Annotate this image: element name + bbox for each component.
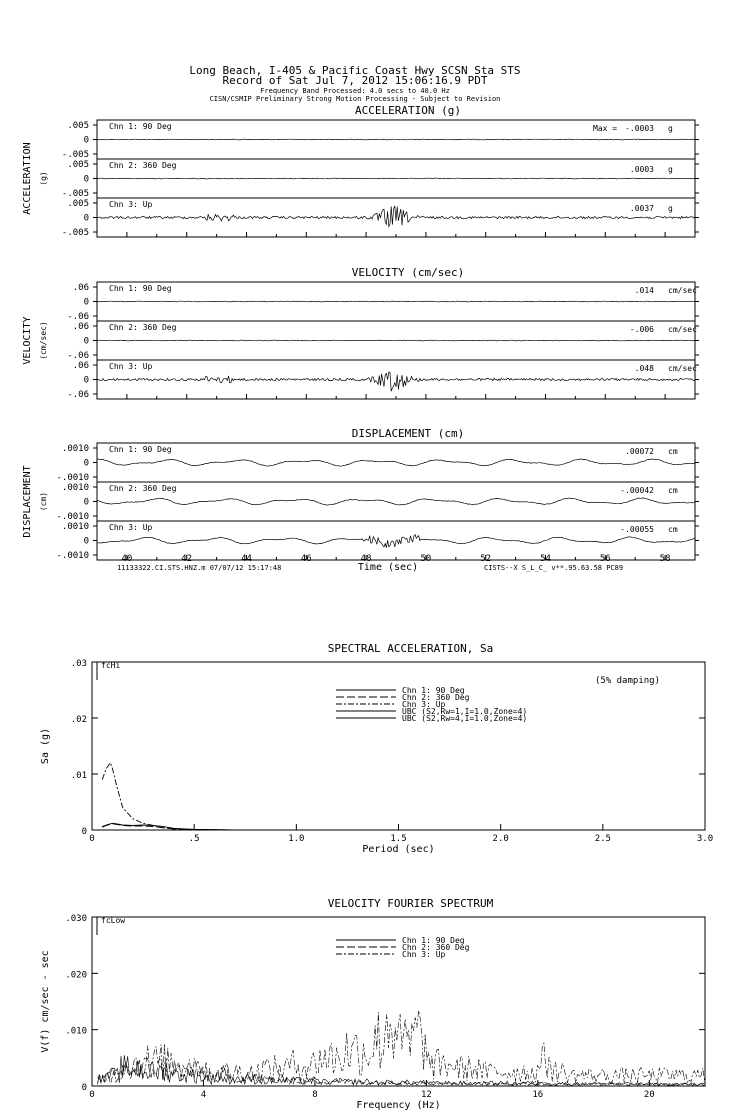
y-tick-label: .005	[67, 160, 89, 170]
time-tick-label: 46	[300, 554, 312, 564]
legend-entry: Chn 2: 360 Deg	[402, 693, 470, 702]
y-tick-label: .06	[72, 283, 89, 293]
time-tick-label: 48	[360, 554, 372, 564]
x-tick-label: 0	[89, 834, 95, 844]
y-tick-label: -.005	[61, 228, 89, 238]
legend-entry: Chn 3: Up	[402, 700, 446, 709]
panel-ylabel-unit: (cm)	[39, 491, 48, 512]
panel-title: ACCELERATION (g)	[355, 104, 461, 117]
time-tick-label: 42	[181, 554, 193, 564]
time-footer-right: CISTS--X S_L_C_ v**.95.63.58 PC89	[484, 564, 624, 572]
x-tick-label: 8	[312, 1090, 318, 1100]
damping-note: (5% damping)	[594, 676, 660, 686]
legend-entry: UBC (S2,Rw=1,I=1.0,Zone=4)	[402, 707, 528, 716]
y-tick-label: 0	[81, 1083, 87, 1093]
channel-unit: cm	[668, 447, 678, 456]
y-tick-label: .06	[72, 322, 89, 332]
channel-name: Chn 2: 360 Deg	[109, 484, 177, 493]
x-tick-label: 3.0	[696, 834, 714, 844]
channel-name: Chn 2: 360 Deg	[109, 161, 177, 170]
trace-3	[97, 372, 695, 391]
y-axis-label: Sa (g)	[40, 727, 51, 765]
panel-ylabel: VELOCITY	[22, 316, 33, 365]
y-tick-label: .030	[65, 914, 87, 924]
trace-1	[97, 459, 695, 466]
y-tick-label: 0	[83, 375, 89, 386]
spectrum-series-1	[98, 1055, 705, 1085]
x-tick-label: 0	[89, 1090, 95, 1100]
x-tick-label: 2.0	[492, 834, 509, 844]
trace-1	[97, 139, 695, 140]
x-tick-label: 2.5	[594, 834, 611, 844]
time-footer-left: 11133322.CI.STS.HNZ.m 07/07/12 15:17:48	[117, 564, 282, 572]
y-tick-label: -.0010	[56, 512, 89, 522]
channel-name: Chn 1: 90 Deg	[109, 284, 172, 293]
y-tick-label: -.005	[61, 189, 89, 199]
trace-1	[97, 301, 695, 302]
x-axis-label: Frequency (Hz)	[356, 1100, 441, 1111]
x-axis-label: Period (sec)	[362, 844, 435, 855]
y-tick-label: -.0010	[56, 473, 89, 483]
trace-3	[97, 535, 695, 548]
trace-2	[97, 498, 695, 505]
channel-max: .014	[634, 286, 654, 295]
y-tick-label: 0	[83, 497, 89, 508]
cutoff-marker-label: fcHi	[101, 661, 121, 670]
y-tick-label: -.06	[67, 351, 89, 361]
y-tick-label: .005	[67, 199, 89, 209]
y-tick-label: 0	[83, 336, 89, 347]
channel-unit: g	[668, 204, 673, 213]
trace-3	[97, 206, 695, 227]
y-tick-label: -.06	[67, 312, 89, 322]
channel-max: .0037	[629, 204, 654, 213]
panel-ylabel-unit: (cm/sec)	[39, 321, 48, 360]
x-tick-label: 1.5	[390, 834, 407, 844]
y-tick-label: .06	[72, 361, 89, 371]
series-line-3	[102, 763, 235, 830]
panel-2	[22, 427, 699, 561]
x-tick-label: 1.0	[288, 834, 305, 844]
time-tick-label: 44	[241, 554, 252, 564]
channel-name: Chn 2: 360 Deg	[109, 323, 177, 332]
x-tick-label: .5	[188, 834, 200, 844]
channel-max: .0003	[629, 165, 654, 174]
channel-name: Chn 1: 90 Deg	[109, 122, 172, 131]
trace-2	[97, 178, 695, 179]
x-tick-label: 4	[200, 1090, 207, 1100]
y-tick-label: .020	[65, 970, 87, 981]
y-tick-label: 0	[81, 827, 87, 837]
spectral-acceleration-chart	[40, 642, 713, 855]
chart-frame	[92, 917, 705, 1086]
header-line3: Frequency Band Processed: 4.0 secs to 40.0 Hz	[260, 87, 450, 95]
legend-entry: Chn 2: 360 Deg	[402, 943, 470, 952]
x-tick-label: 20	[643, 1090, 655, 1100]
panel-0	[22, 104, 699, 238]
channel-unit: g	[668, 124, 673, 133]
y-tick-label: 0	[83, 297, 89, 308]
time-axis-label: Time (sec)	[357, 562, 419, 573]
channel-unit: cm/sec	[668, 364, 697, 373]
time-series-panels	[22, 104, 699, 564]
y-tick-label: 0	[83, 536, 89, 547]
channel-unit: cm/sec	[668, 325, 697, 334]
time-tick-label: 58	[659, 554, 671, 564]
channel-max: -.00042	[620, 486, 654, 495]
time-tick-label: 54	[540, 554, 551, 564]
y-tick-label: .02	[70, 715, 87, 725]
y-tick-label: .0010	[61, 483, 89, 493]
time-tick-label: 40	[121, 554, 133, 564]
legend-entry: Chn 1: 90 Deg	[402, 686, 465, 695]
x-tick-label: 12	[420, 1090, 432, 1100]
series-line-1	[102, 823, 235, 830]
chart-title: SPECTRAL ACCELERATION, Sa	[327, 642, 494, 655]
header-line2: Record of Sat Jul 7, 2012 15:06:16.9 PDT	[222, 74, 488, 87]
time-tick-label: 56	[599, 554, 611, 564]
panel-title: VELOCITY (cm/sec)	[351, 266, 465, 279]
y-tick-label: 0	[83, 213, 89, 224]
legend-entry: UBC (S2,Rw=4,I=1.0,Zone=4)	[402, 714, 528, 723]
channel-unit: cm	[668, 486, 678, 495]
y-tick-label: 0	[83, 174, 89, 185]
y-tick-label: -.005	[61, 150, 89, 160]
channel-max: .048	[634, 364, 654, 373]
x-tick-label: 16	[532, 1090, 544, 1100]
channel-name: Chn 3: Up	[109, 200, 153, 209]
fourier-spectrum-chart	[40, 897, 705, 1111]
panel-ylabel: DISPLACEMENT	[22, 465, 33, 538]
channel-max: -.00055	[620, 525, 654, 534]
channel-unit: cm/sec	[668, 286, 697, 295]
panel-ylabel: ACCELERATION	[22, 142, 33, 215]
y-tick-label: .010	[65, 1026, 87, 1037]
y-tick-label: -.06	[67, 390, 89, 400]
trace-2	[97, 340, 695, 341]
panel-title: DISPLACEMENT (cm)	[351, 427, 465, 440]
channel-max: .00072	[625, 447, 654, 456]
legend-entry: Chn 3: Up	[402, 950, 446, 959]
channel-max: -.0003	[625, 124, 654, 133]
y-tick-label: .03	[70, 659, 87, 669]
y-tick-label: 0	[83, 458, 89, 469]
header-line4: CISN/CSMIP Preliminary Strong Motion Processing - Subject to Revision	[209, 95, 501, 103]
y-tick-label: .005	[67, 121, 89, 131]
chart-frame	[92, 662, 705, 830]
channel-name: Chn 1: 90 Deg	[109, 445, 172, 454]
y-tick-label: 0	[83, 135, 89, 146]
time-tick-label: 50	[420, 554, 432, 564]
y-tick-label: .0010	[61, 444, 89, 454]
channel-unit: cm	[668, 525, 678, 534]
y-tick-label: -.0010	[56, 551, 89, 561]
channel-max: -.006	[629, 325, 654, 334]
max-label: Max =	[593, 124, 618, 133]
channel-name: Chn 3: Up	[109, 523, 153, 532]
time-tick-label: 52	[480, 554, 492, 564]
y-tick-label: .01	[70, 771, 87, 781]
panel-1	[22, 266, 699, 400]
y-axis-label: V(f) cm/sec - sec	[40, 950, 51, 1053]
panel-ylabel-unit: (g)	[39, 171, 48, 186]
chart-title: VELOCITY FOURIER SPECTRUM	[327, 897, 494, 910]
y-tick-label: .0010	[61, 522, 89, 532]
header-line1: Long Beach, I-405 & Pacific Coast Hwy SCSN Sta STS	[189, 64, 521, 77]
legend-entry: Chn 1: 90 Deg	[402, 936, 465, 945]
channel-name: Chn 3: Up	[109, 362, 153, 371]
cutoff-marker-label: fcLow	[101, 916, 126, 925]
channel-unit: g	[668, 165, 673, 174]
